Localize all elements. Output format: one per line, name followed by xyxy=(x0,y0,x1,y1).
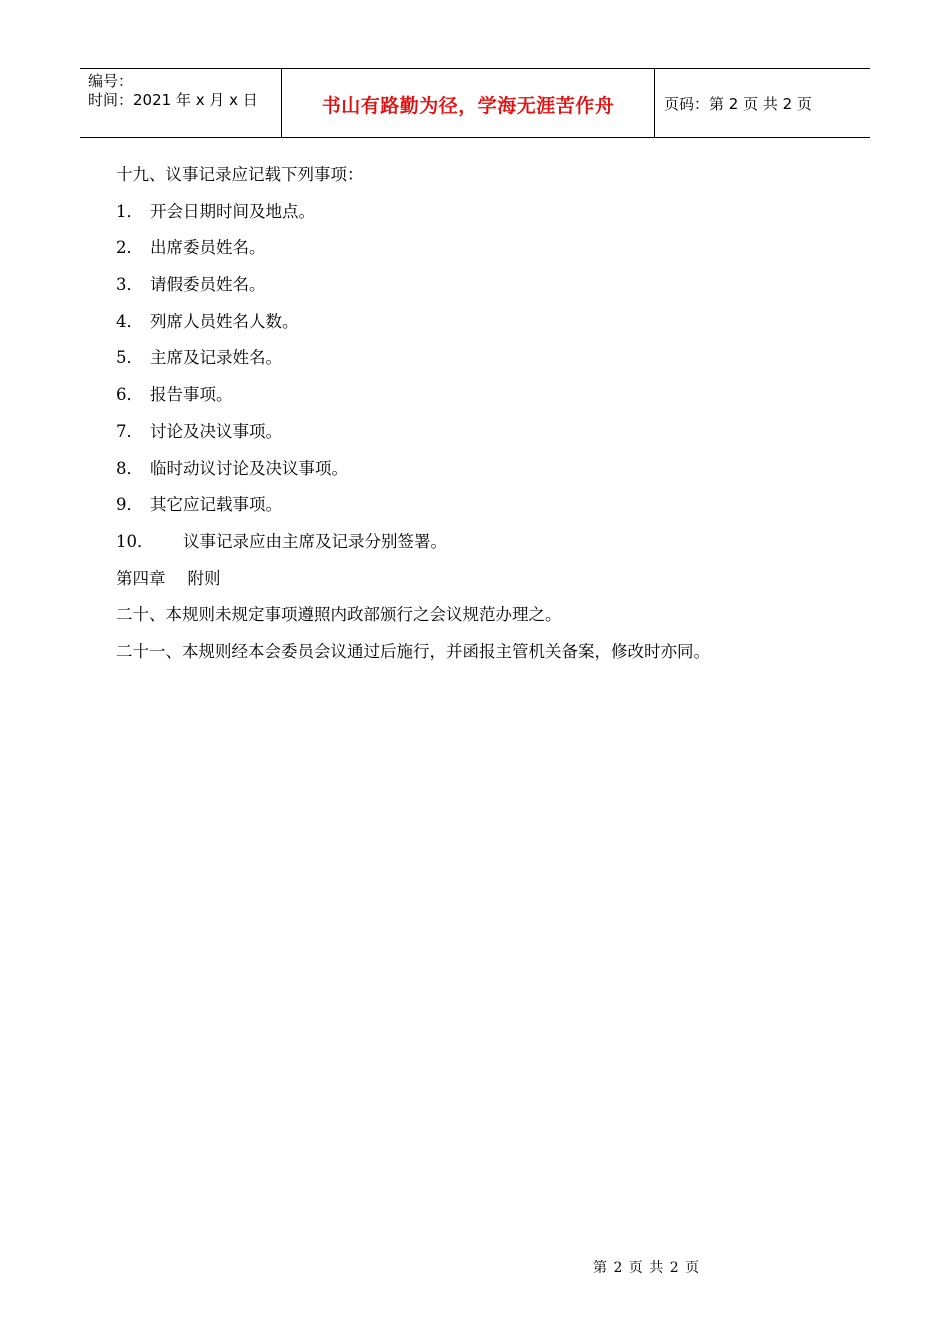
section-21-text: 二十一、本规则经本会委员会议通过后施行，并函报主管机关备案，修改时亦同。 xyxy=(116,641,710,661)
section-20-text: 二十、本规则未规定事项遵照内政部颁行之会议规范办理之。 xyxy=(116,605,562,625)
list-item-number: 9． xyxy=(116,495,143,515)
list-item-text: 出席委员姓名。 xyxy=(150,238,266,258)
list-item-number: 5． xyxy=(116,348,143,368)
list-item-number: 1． xyxy=(116,201,143,221)
header-page-cell xyxy=(655,69,870,137)
document-date-label: 时间：2021 年 x 月 x 日 xyxy=(88,91,258,109)
list-item-text: 议事记录应由主席及记录分别签署。 xyxy=(183,531,447,551)
list-item-number: 4． xyxy=(116,311,143,331)
list-item xyxy=(116,451,876,488)
list-item-text: 请假委员姓名。 xyxy=(150,275,266,295)
header-motto-cell xyxy=(282,69,655,137)
chapter-4-title: 附则 xyxy=(187,568,221,588)
list-item-number: 10． xyxy=(116,531,154,551)
list-item xyxy=(116,340,876,377)
list-item xyxy=(116,377,876,414)
header-meta xyxy=(80,69,282,137)
list-item-text: 列席人员姓名人数。 xyxy=(150,311,299,331)
list-item xyxy=(116,230,876,267)
list-item-text: 其它应记载事项。 xyxy=(150,495,282,515)
header-page-number: 页码：第 2 页 共 2 页 xyxy=(664,94,812,113)
document-number-label: 编号： xyxy=(88,72,134,90)
list-item-number: 7． xyxy=(116,421,143,441)
list-item xyxy=(116,487,876,524)
document-body xyxy=(116,157,876,671)
list-item xyxy=(116,267,876,304)
list-item-number: 3． xyxy=(116,275,143,295)
section-19-heading: 十九、议事记录应记载下列事项： xyxy=(116,165,364,184)
list-item xyxy=(116,304,876,341)
list-item-number: 6． xyxy=(116,385,143,405)
list-item-text: 讨论及决议事项。 xyxy=(150,421,282,441)
list-item xyxy=(116,194,876,231)
list-item-number: 2． xyxy=(116,238,143,258)
list-item-text: 开会日期时间及地点。 xyxy=(150,201,315,221)
page-header xyxy=(80,68,870,138)
page-footer: 第 2 页 共 2 页 xyxy=(593,1260,701,1276)
list-item-number: 8． xyxy=(116,458,143,478)
chapter-4-heading xyxy=(116,561,876,598)
list-item-text: 临时动议讨论及决议事项。 xyxy=(150,458,348,478)
list-item xyxy=(116,414,876,451)
chapter-4-number: 第四章 xyxy=(116,568,166,588)
header-motto: 书山有路勤为径，学海无涯苦作舟 xyxy=(321,94,615,117)
list-item xyxy=(116,524,876,561)
list-item-text: 报告事项。 xyxy=(150,385,233,405)
list-item-text: 主席及记录姓名。 xyxy=(150,348,282,368)
